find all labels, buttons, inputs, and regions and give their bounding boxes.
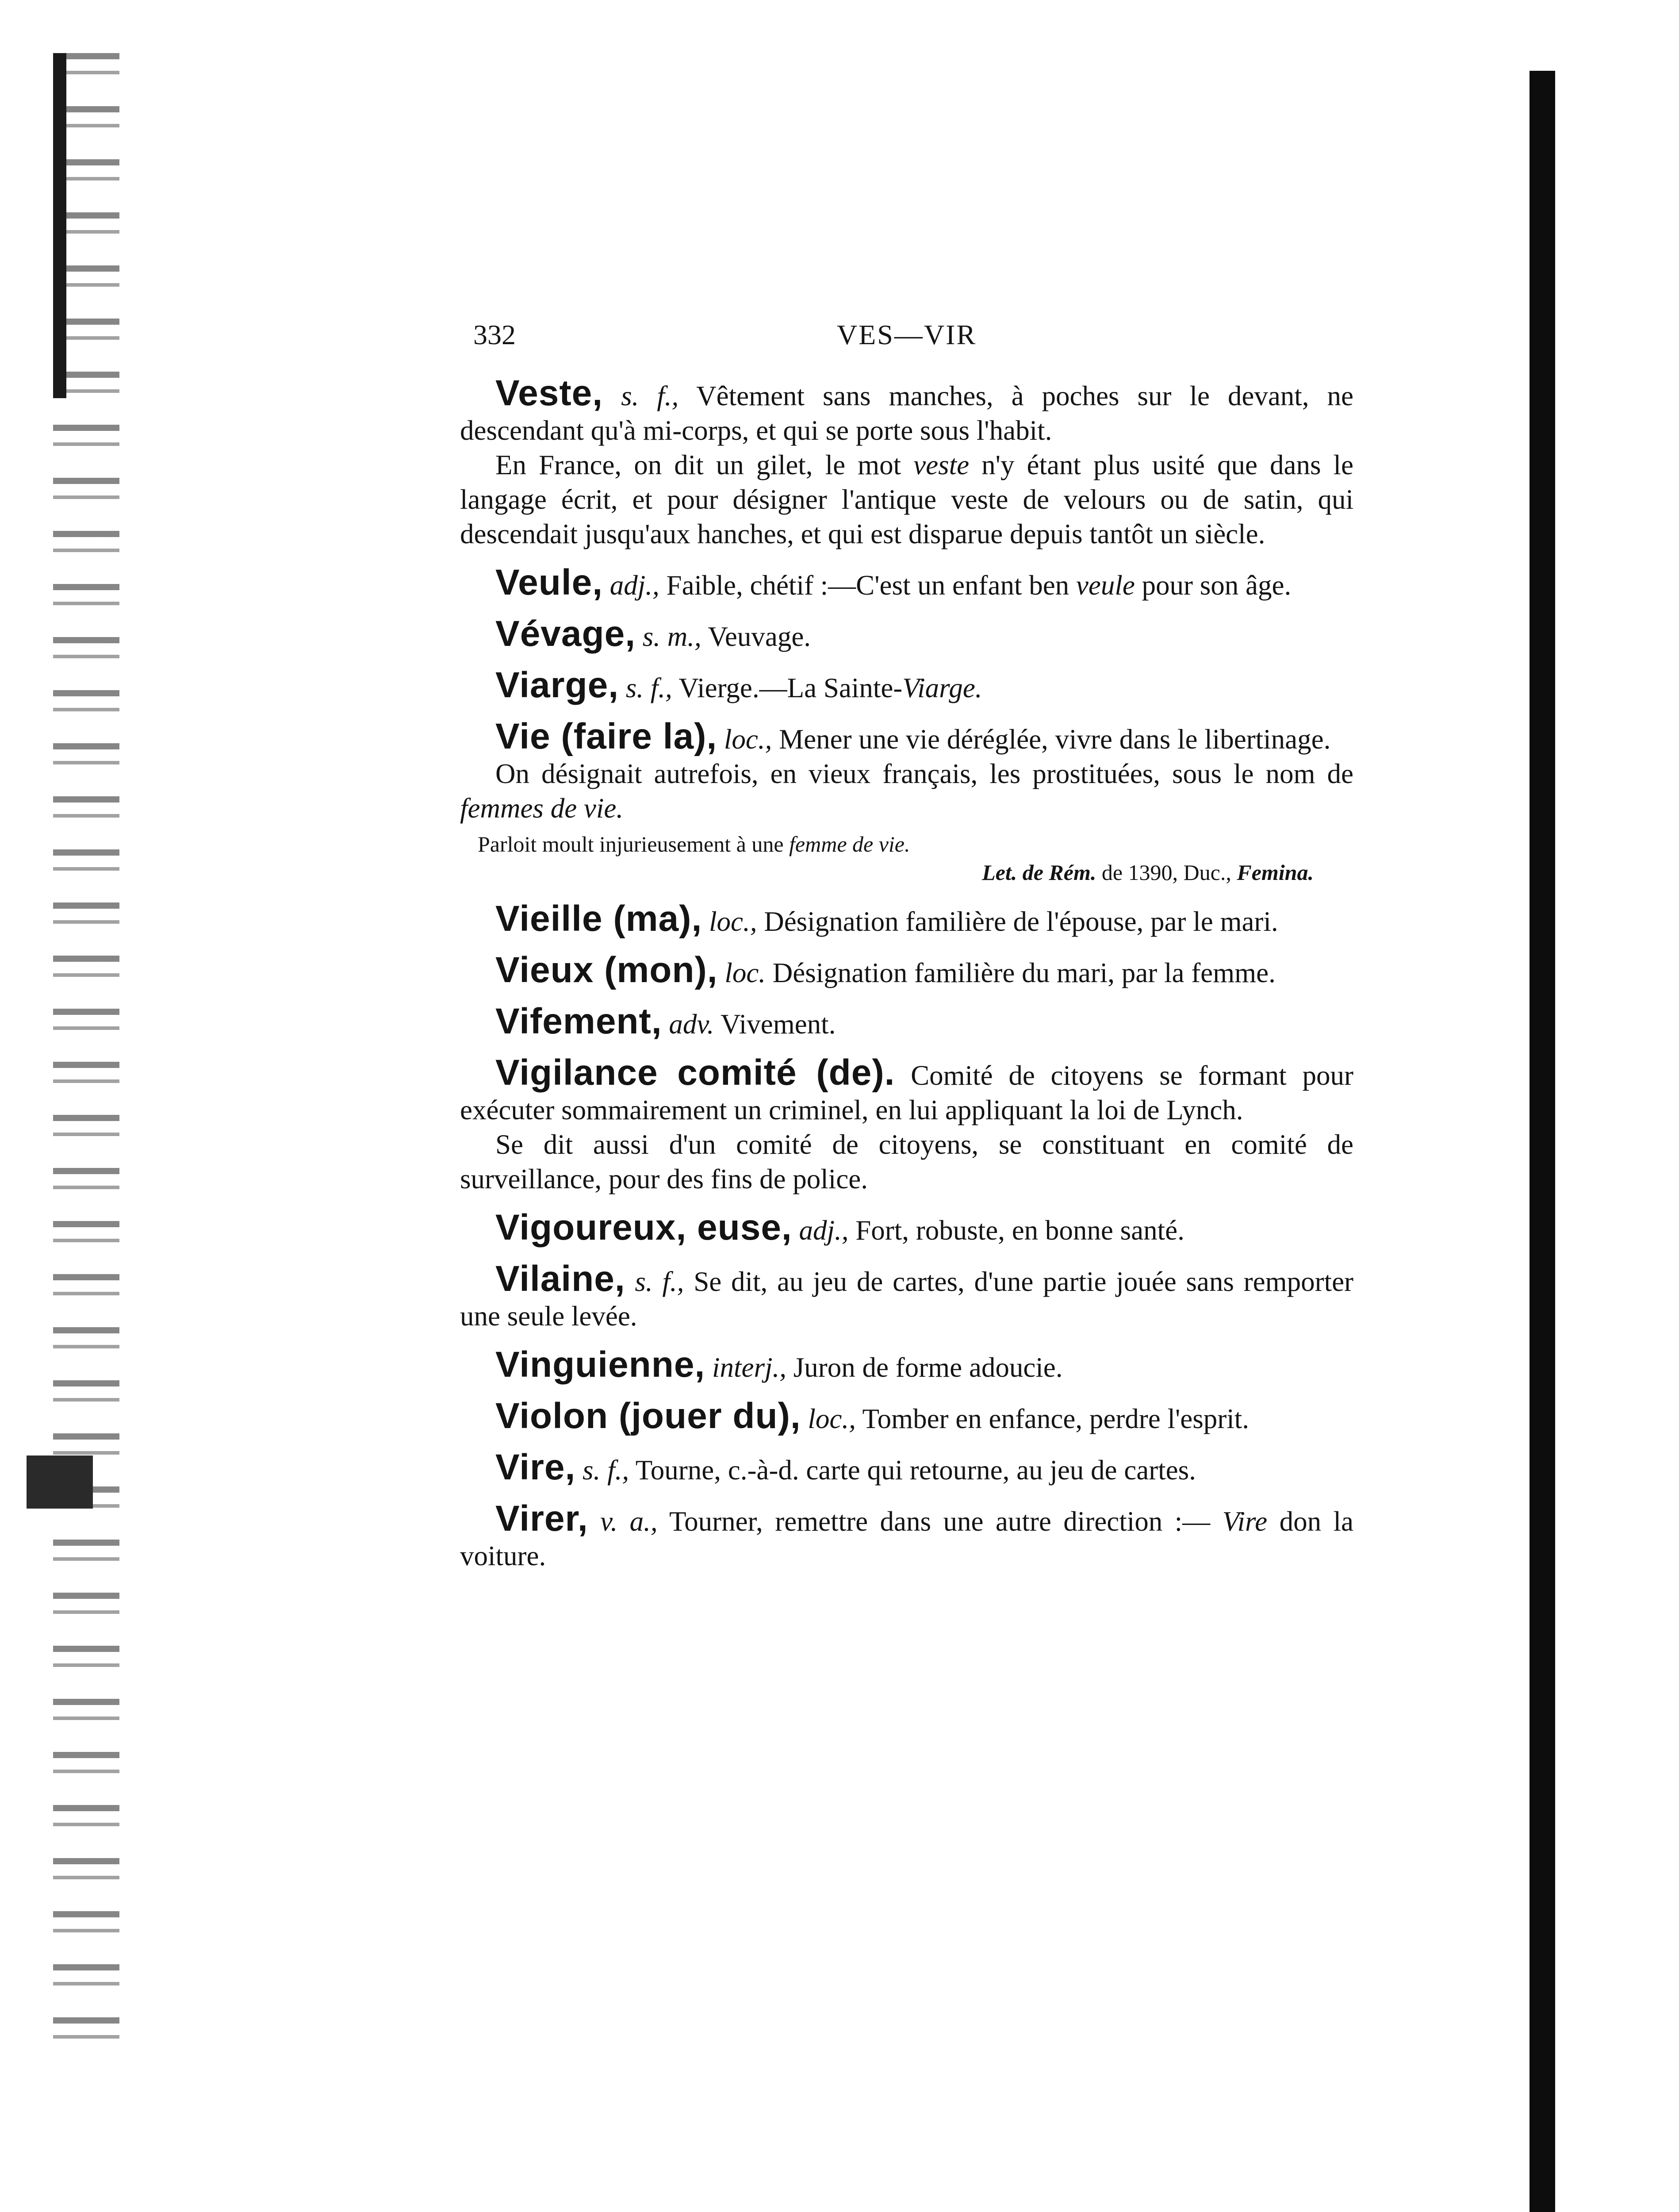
headword: Vieux (mon), (495, 950, 718, 990)
citation-source-abbrev: Let. de Rém. (982, 860, 1096, 885)
headword: Violon (jouer du), (495, 1396, 801, 1436)
headword: Virer, (495, 1498, 588, 1539)
entry-vie-faire-la (460, 716, 1353, 887)
citation-source: de 1390, Duc., (1101, 860, 1231, 885)
grammar-label: s. m., (642, 621, 702, 652)
citation-source-end: Femina. (1237, 860, 1314, 885)
page-number: 332 (473, 319, 516, 350)
grammar-label: adj., (610, 570, 659, 601)
note-italic: femmes de vie. (460, 793, 624, 824)
entry-vire (460, 1447, 1353, 1487)
definition: Désignation familière du mari, par la femme. (772, 957, 1276, 988)
definition: Veuvage. (708, 621, 811, 652)
headword: Vigoureux, euse, (495, 1207, 792, 1248)
definition: Juron de forme adoucie. (793, 1352, 1063, 1383)
note-continued: n'y étant plus usité que dans le langage écrit, et pour désigner l'antique veste de velours ou de satin, qui descendait jusqu'aux hanches, et qui est disparue depuis tantôt un siècle. (460, 449, 1354, 549)
grammar-label: loc., (808, 1403, 856, 1434)
definition: Se dit, au jeu de cartes, d'une partie jouée sans remporter une seule levée. (460, 1266, 1354, 1332)
entry-vilaine (460, 1259, 1354, 1333)
definition: Fort, robuste, en bonne santé. (855, 1215, 1184, 1246)
grammar-label: v. a., (600, 1506, 658, 1537)
example-italic: Vire (1222, 1506, 1268, 1537)
note: En France, on dit un gilet, le mot (495, 449, 901, 480)
example-italic: veule (1076, 570, 1135, 601)
scan-right-edge-bar (1530, 71, 1555, 2212)
scan-margin-mark (27, 1455, 93, 1509)
entry-vifement (460, 1001, 1353, 1041)
definition: Vêtement sans manches, à poches sur le devant, ne descendant qu'à mi-corps, et qui se porte sous l'habit. (460, 380, 1353, 446)
section-range: VES—VIR (836, 319, 977, 350)
entry-virer (460, 1498, 1354, 1573)
example-italic: Viarge. (902, 672, 982, 703)
grammar-label: s. f., (583, 1455, 629, 1486)
grammar-label: adj., (799, 1215, 849, 1246)
running-head (460, 310, 1353, 358)
entry-vieille-ma (460, 899, 1353, 939)
headword: Vigilance comité (de). (495, 1052, 895, 1093)
note: Se dit aussi d'un comité de citoyens, se constituant en comité de surveillance, pour des fins de police. (460, 1129, 1353, 1194)
definition: Désignation familière de l'épouse, par le mari. (764, 906, 1278, 937)
definition: Tomber en enfance, perdre l'esprit. (862, 1403, 1250, 1434)
definition: Mener une vie déréglée, vivre dans le libertinage. (779, 724, 1331, 755)
note: On désignait autrefois, en vieux français, les prostituées, sous le nom de (495, 758, 1353, 789)
citation-text: Parloit moult injurieusement à une (478, 832, 784, 856)
grammar-label: loc., (724, 724, 772, 755)
headword: Veule, (495, 562, 603, 603)
grammar-label: s. f., (625, 672, 672, 703)
definition: Tourne, c.-à-d. carte qui retourne, au jeu de cartes. (635, 1455, 1196, 1486)
citation-italic: femme de vie. (789, 832, 910, 856)
entry-vigilance-comite (460, 1052, 1354, 1196)
headword: Vie (faire la), (495, 716, 717, 757)
headword: Vinguienne, (495, 1344, 705, 1385)
grammar-label: adv. (669, 1009, 714, 1040)
definition: Faible, chétif :—C'est un enfant ben (666, 570, 1070, 601)
definition-continued: pour son âge. (1142, 570, 1292, 601)
entry-vigoureux (460, 1207, 1353, 1248)
headword: Veste, (495, 373, 603, 413)
headword: Vilaine, (495, 1259, 625, 1299)
definition: Comité de citoyens se formant pour exécuter sommairement un criminel, en lui appliquant la loi de Lynch. (460, 1060, 1354, 1125)
headword: Vévage, (495, 614, 636, 654)
dictionary-page (460, 310, 1353, 1587)
grammar-label: s. f., (621, 380, 679, 411)
entry-violon (460, 1396, 1353, 1436)
entry-vieux-mon (460, 950, 1353, 990)
headword: Vifement, (495, 1001, 662, 1041)
grammar-label: interj., (712, 1352, 786, 1383)
citation (460, 830, 1353, 887)
entry-vinguienne (460, 1344, 1353, 1385)
definition: Vierge.—La Sainte- (678, 672, 903, 703)
entry-viarge (460, 665, 1353, 705)
definition: Vivement. (721, 1009, 836, 1040)
headword: Vire, (495, 1447, 576, 1487)
entry-veste (460, 373, 1354, 551)
entry-veule (460, 562, 1353, 603)
example: don la voiture. (460, 1506, 1354, 1571)
grammar-label: s. f., (635, 1266, 684, 1297)
scan-binding-shadow (53, 53, 66, 398)
grammar-label: loc. (724, 957, 766, 988)
note-italic: veste (913, 449, 970, 480)
headword: Vieille (ma), (495, 899, 702, 939)
entry-vevage (460, 614, 1353, 654)
headword: Viarge, (495, 665, 619, 705)
definition: Tourner, remettre dans une autre direction :— (669, 1506, 1211, 1537)
grammar-label: loc., (709, 906, 757, 937)
